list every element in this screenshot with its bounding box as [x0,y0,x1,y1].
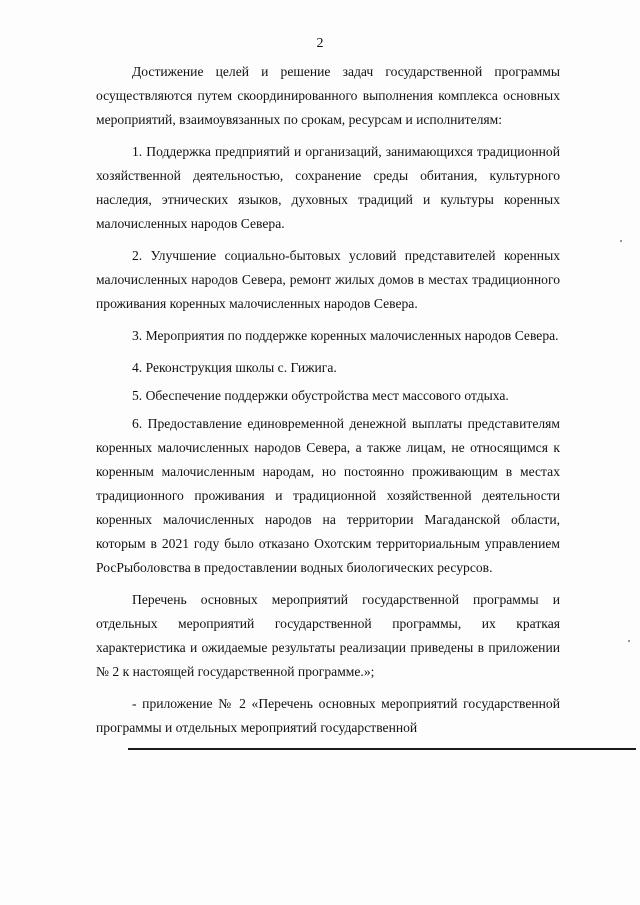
horizontal-rule [128,748,636,750]
page-number: 2 [316,36,324,51]
paragraph-item-3: 3. Мероприятия по поддержке коренных малочисленных народов Севера. [132,328,559,343]
paragraph-appendix: - приложение № 2 «Перечень основных мероприятий государственной программы и отдельных мероприятий государственной [96,696,560,735]
scan-speck [620,240,622,242]
paragraph-item-2: 2. Улучшение социально-бытовых условий представителей коренных малочисленных народов Севера, ремонт жилых домов в местах традиционного проживания коренных малочисленных народов Севера. [96,248,560,311]
paragraph-item-6: 6. Предоставление единовременной денежной выплаты представителям коренных малочисленных народов Севера, а также лицам, не относящимся к коренным малочисленным народам, но постоянно проживающим в местах традиционного проживания и традиционной хозяйственной деятельности коренных малочисленных народов на территории Магаданской области, которым в 2021 году было отказано Охотским территориальным управлением РосРыболовства в предоставлении водных биологических ресурсов. [96,416,560,575]
paragraph-item-4: 4. Реконструкция школы с. Гижига. [132,360,337,375]
paragraph-item-5: 5. Обеспечение поддержки обустройства мест массового отдыха. [132,388,509,403]
document-body [96,60,560,748]
paragraph-intro: Достижение целей и решение задач государственной программы осуществляются путем скоординированного выполнения комплекса основных мероприятий, взаимоувязанных по срокам, ресурсам и исполнителям: [96,64,560,127]
scan-speck [628,640,630,642]
paragraph-summary: Перечень основных мероприятий государственной программы и отдельных мероприятий государственной программы, их краткая характеристика и ожидаемые результаты реализации приведены в приложении № 2 к настоящей государственной программе.»; [96,592,560,679]
paragraph-item-1: 1. Поддержка предприятий и организаций, занимающихся традиционной хозяйственной деятельностью, сохранение среды обитания, культурного наследия, этнических языков, духовных традиций и культуры коренных малочисленных народов Севера. [96,144,560,231]
